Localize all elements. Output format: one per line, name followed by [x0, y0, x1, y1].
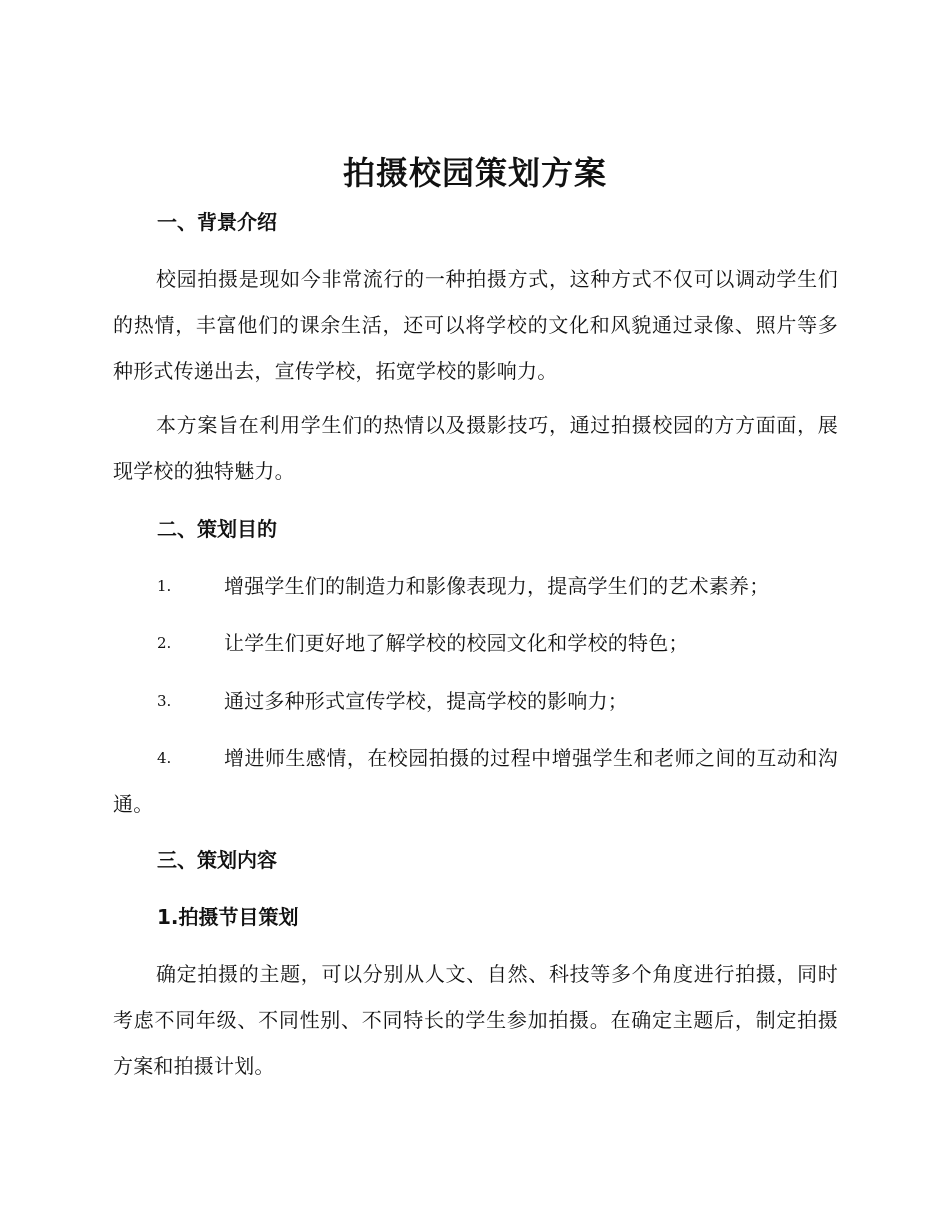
- list-item-number: 3.: [157, 692, 172, 710]
- section-heading-content: 三、策划内容: [157, 848, 277, 872]
- list-item-text: 通过多种形式宣传学校，提高学校的影响力；: [224, 689, 628, 713]
- program-paragraph: 确定拍摄的主题，可以分别从人文、自然、科技等多个角度进行拍摄，同时考虑不同年级、不同性别、不同特长的学生参加拍摄。在确定主题后，制定拍摄方案和拍摄计划。: [113, 962, 838, 1078]
- purpose-list-item: [113, 678, 838, 724]
- purpose-list-item: [113, 620, 838, 666]
- list-item-number: 2.: [157, 634, 172, 652]
- list-item-number: 1.: [157, 577, 172, 595]
- purpose-list-item: [113, 563, 838, 609]
- list-item-text: 增进师生感情，在校园拍摄的过程中增强学生和老师之间的互动和沟通。: [113, 746, 838, 816]
- section-heading-purpose: 二、策划目的: [157, 517, 277, 541]
- background-paragraph-1: 校园拍摄是现如今非常流行的一种拍摄方式，这种方式不仅可以调动学生们的热情，丰富他们的课余生活，还可以将学校的文化和风貌通过录像、照片等多种形式传递出去，宣传学校，拓宽学校的影响力。: [113, 267, 838, 383]
- section-heading-background: 一、背景介绍: [157, 210, 277, 234]
- purpose-list-item: [113, 735, 838, 827]
- list-item-text: 增强学生们的制造力和影像表现力，提高学生们的艺术素养；: [224, 574, 770, 598]
- document-title: 拍摄校园策划方案: [342, 154, 607, 192]
- subsection-heading-program: 1.拍摄节目策划: [157, 905, 299, 929]
- list-item-number: 4.: [157, 749, 172, 767]
- background-paragraph-2: 本方案旨在利用学生们的热情以及摄影技巧，通过拍摄校园的方方面面，展现学校的独特魅力。: [113, 413, 838, 483]
- list-item-text: 让学生们更好地了解学校的校园文化和学校的特色；: [224, 631, 689, 655]
